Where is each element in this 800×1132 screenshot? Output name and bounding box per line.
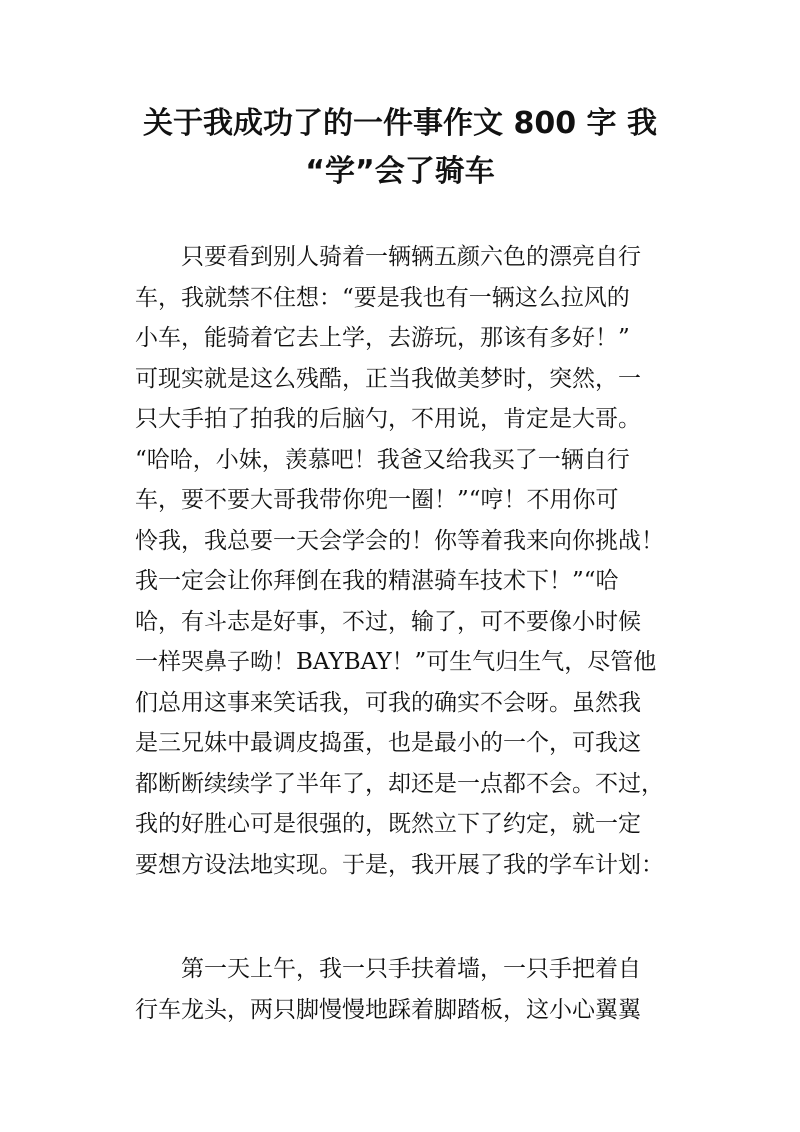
- paragraph-2: [135, 949, 665, 1030]
- text-line: 可现实就是这么残酷，正当我做美梦时，突然，一: [135, 365, 641, 392]
- text-line: 一样哭鼻子呦！BAYBAY！”可生气归生气，尽管他: [135, 649, 657, 675]
- text-line: 们总用这事来笑话我，可我的确实不会呀。虽然我: [135, 689, 641, 716]
- text-line: 只要看到别人骑着一辆辆五颜六色的漂亮自行: [135, 244, 641, 270]
- text-line: 只大手拍了拍我的后脑勺，不用说，肯定是大哥。: [135, 406, 641, 432]
- text-line: 要想方设法地实现。于是，我开展了我的学车计划：: [135, 851, 664, 878]
- text-line: 是三兄妹中最调皮捣蛋，也是最小的一个，可我这: [135, 730, 641, 756]
- paragraph-1: [135, 237, 665, 885]
- page-title: [120, 100, 680, 196]
- text-line: 第一天上午，我一只手扶着墙，一只手把着自: [135, 956, 641, 982]
- text-line: 我的好胜心可是很强的，既然立下了约定，就一定: [135, 811, 641, 837]
- text-line: 都断断续续学了半年了，却还是一点都不会。不过，: [135, 770, 664, 797]
- text-line: 车，我就禁不住想：“要是我也有一辆这么拉风的: [135, 284, 630, 311]
- text-line: 小车，能骑着它去上学，去游玩，那该有多好！”: [135, 325, 630, 351]
- text-line: 车，要不要大哥我带你兜一圈！”“哼！不用你可: [135, 487, 619, 513]
- text-line: 怜我，我总要一天会学会的！你等着我来向你挑战！: [135, 527, 664, 554]
- text-line: 我一定会让你拜倒在我的精湛骑车技术下！”“哈: [135, 568, 619, 594]
- text-line: “哈哈，小妹，羡慕吧！我爸又给我买了一辆自行: [135, 446, 630, 473]
- title-line-2: “学”会了骑车: [305, 154, 495, 189]
- text-line: 行车龙头，两只脚慢慢地踩着脚踏板，这小心翼翼: [135, 996, 641, 1023]
- title-line-1: 关于我成功了的一件事作文 800 字 我: [143, 106, 657, 141]
- text-line: 哈，有斗志是好事，不过，输了，可不要像小时候: [135, 608, 641, 635]
